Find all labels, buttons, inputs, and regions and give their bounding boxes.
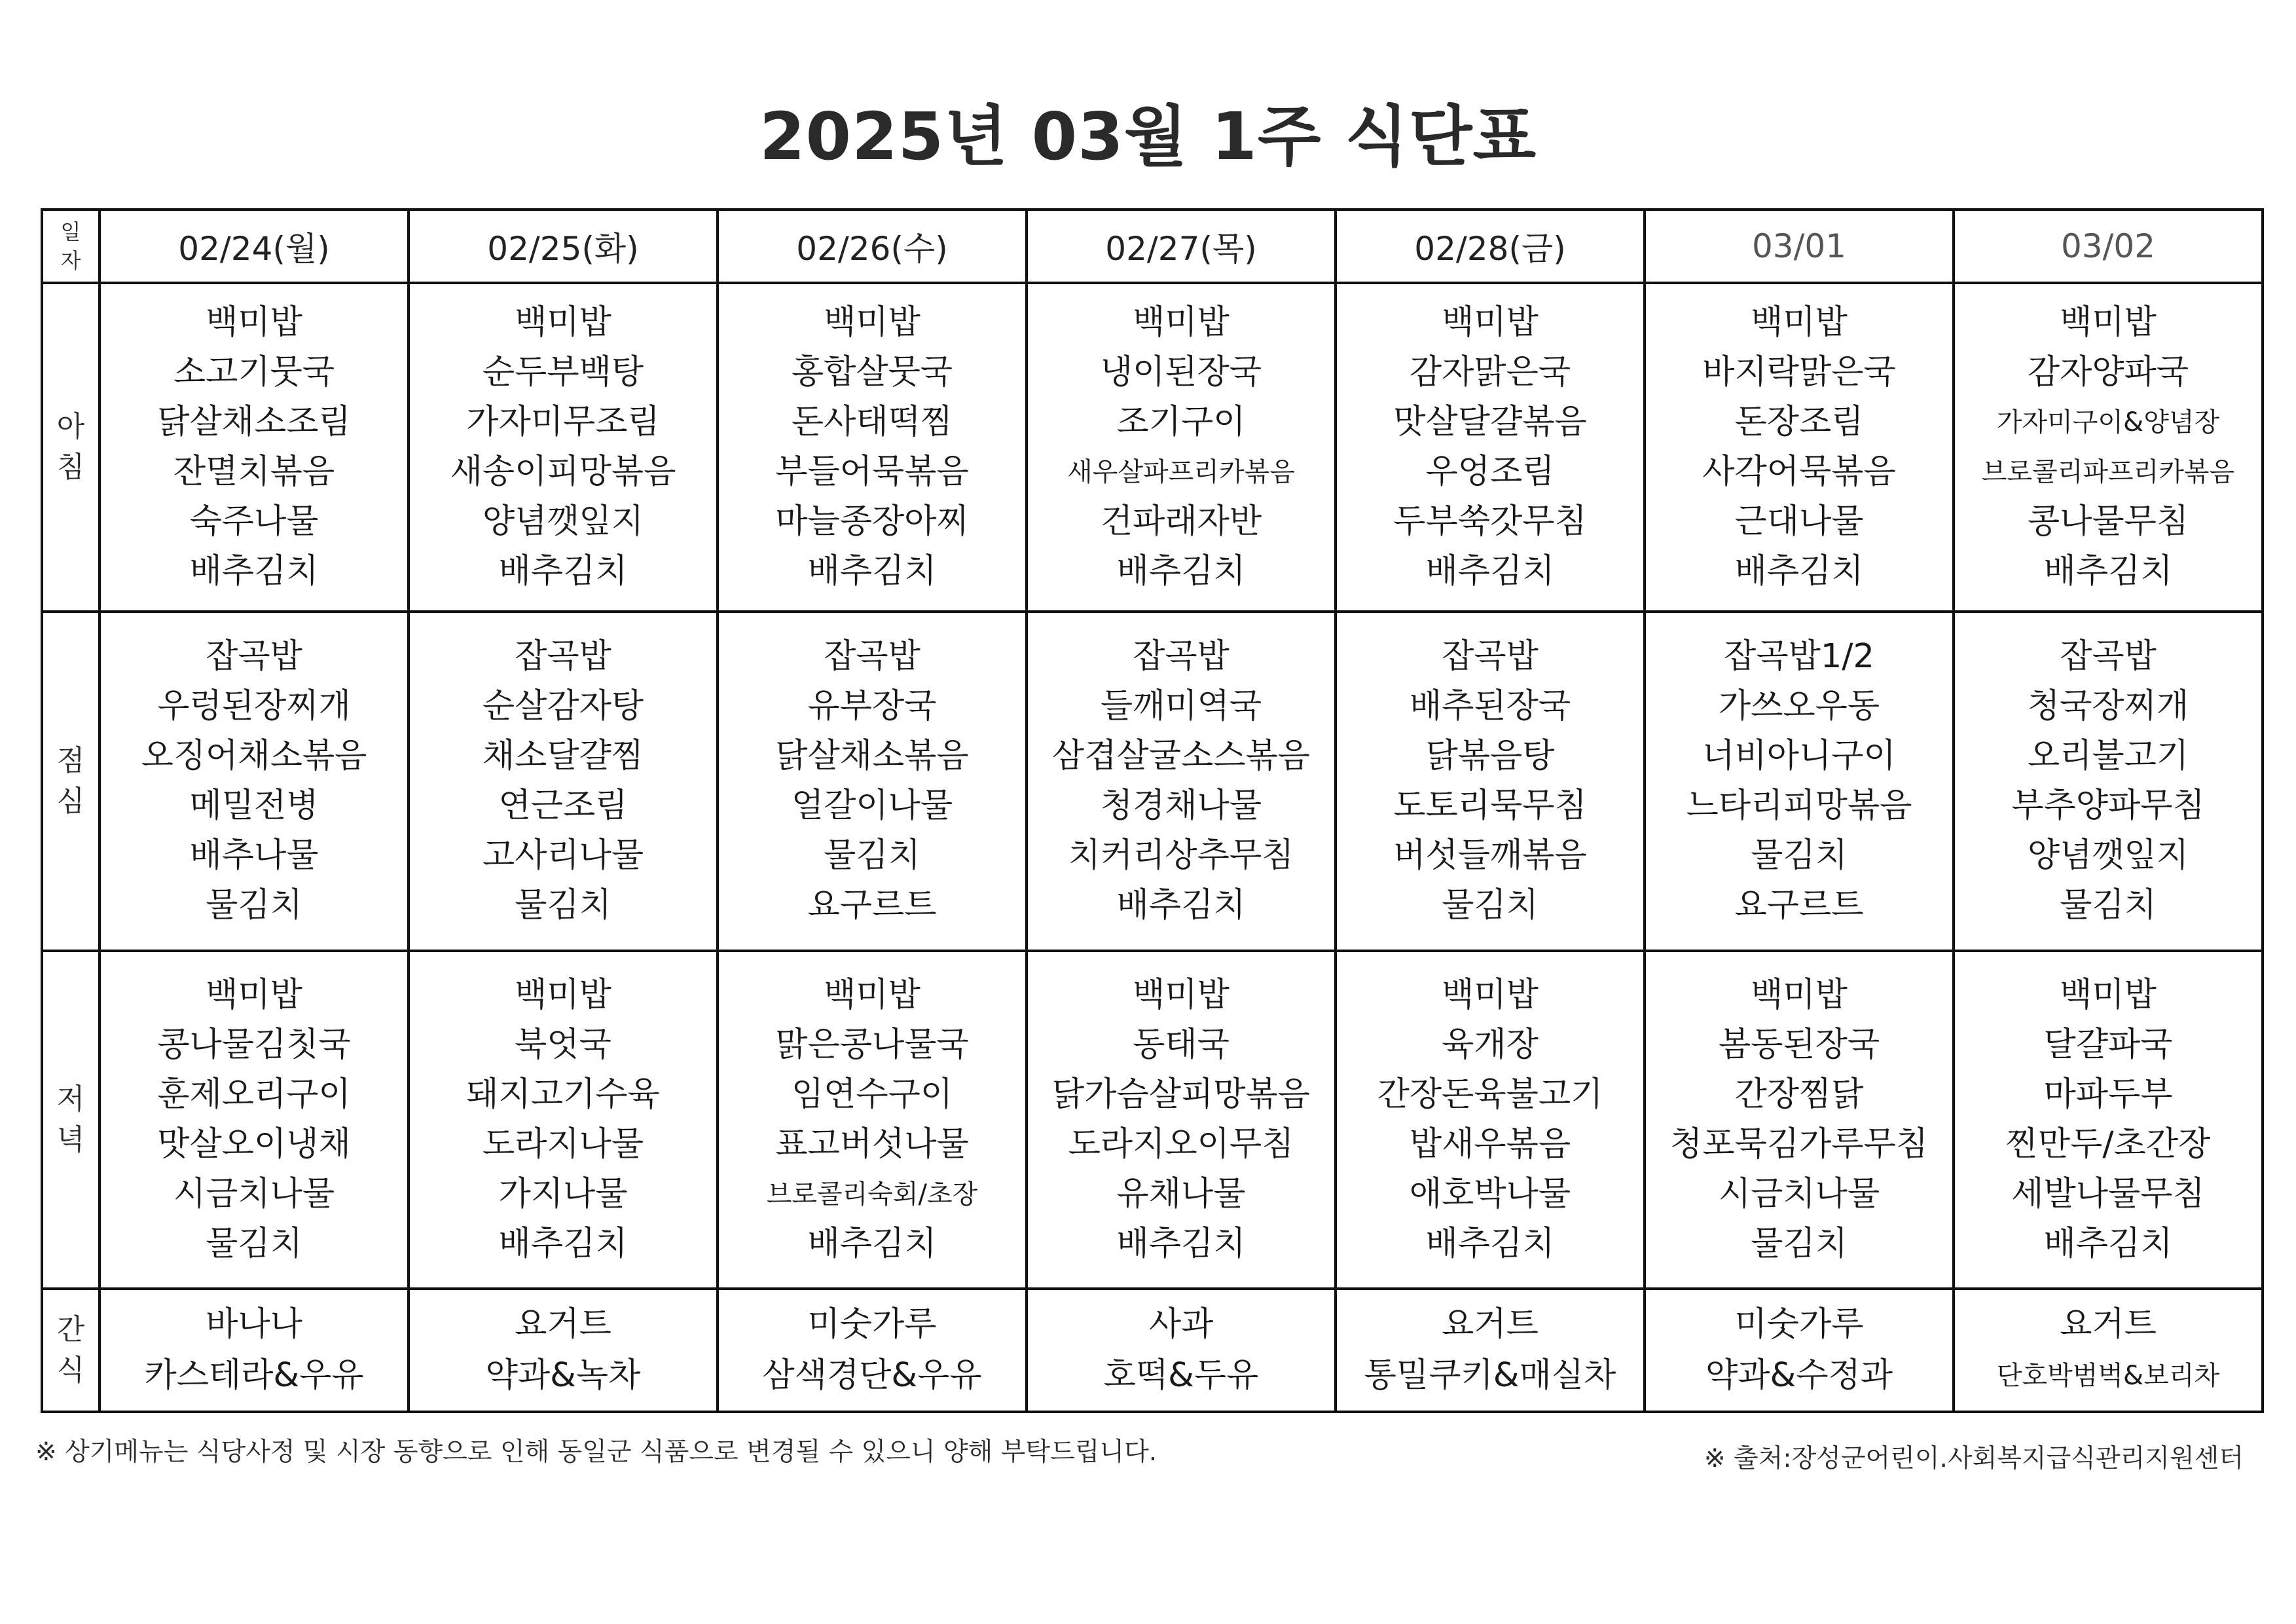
menu-cell (1954, 283, 2263, 612)
menu-cell (1645, 1289, 1954, 1412)
dish-item: 백미밥 (1751, 303, 1848, 342)
dish-item: 마늘종장아찌 (775, 502, 969, 541)
date-header-cell: 02/26(수) (718, 210, 1027, 283)
dish-item: 양념깻잎지 (482, 502, 644, 541)
dish-item: 너비아니구이 (1702, 737, 1896, 775)
dinner-row (42, 951, 2263, 1289)
dish-item: 홍합살뭇국 (791, 353, 953, 392)
dish-item: 임연수구이 (791, 1075, 953, 1114)
dish-item: 가자미무조림 (466, 403, 660, 441)
dish-item: 잔멸치볶음 (173, 452, 335, 491)
dish-item: 청국장찌개 (2027, 687, 2189, 726)
menu-cell (1336, 612, 1645, 951)
dish-item: 백미밥 (824, 976, 920, 1014)
snack-row (42, 1289, 2263, 1412)
dish-item: 약과&녹차 (485, 1356, 641, 1395)
dish-item: 잡곡밥 (824, 637, 920, 676)
dish-item: 배추김치 (807, 1225, 937, 1263)
dish-item: 청포묵김가루무침 (1669, 1125, 1929, 1164)
dish-item: 유채나물 (1116, 1175, 1246, 1213)
dish-item: 요거트 (515, 1305, 611, 1344)
date-row-label: 일 자 (42, 210, 100, 283)
dish-item: 바지락맑은국 (1702, 353, 1896, 392)
dish-item: 물김치 (1751, 1225, 1848, 1263)
dish-item: 배추김치 (2043, 552, 2173, 591)
dish-item: 백미밥 (2060, 303, 2157, 342)
dish-item: 훈제오리구이 (157, 1075, 351, 1114)
dish-item: 물김치 (515, 886, 611, 925)
dish-item: 감자양파국 (2027, 353, 2189, 392)
dish-item: 잡곡밥 (2060, 637, 2157, 676)
footer-note: ※ 상기메뉴는 식당사정 및 시장 동향으로 인해 동일군 식품으로 변경될 수 있으니 양해 부탁드립니다. (35, 1437, 1157, 1467)
dish-item: 물김치 (1751, 836, 1848, 875)
dish-item: 약과&수정과 (1705, 1356, 1893, 1395)
dish-item: 도라지나물 (482, 1125, 644, 1164)
menu-cell (1336, 951, 1645, 1289)
date-header-cell: 03/01 (1645, 210, 1954, 283)
dish-item: 북엇국 (515, 1025, 611, 1064)
menu-cell (1954, 951, 2263, 1289)
dish-item: 배추김치 (1116, 552, 1246, 591)
breakfast-label: 아 침 (42, 283, 100, 612)
menu-cell (1027, 283, 1336, 612)
dish-item: 호떡&두유 (1103, 1356, 1259, 1395)
dish-item: 맑은콩나물국 (775, 1025, 969, 1064)
menu-cell (1027, 612, 1336, 951)
dish-item: 시금치나물 (173, 1175, 335, 1213)
date-header-cell: 02/24(월) (100, 210, 409, 283)
dish-item: 요거트 (1442, 1305, 1539, 1344)
menu-cell (100, 951, 409, 1289)
menu-cell (409, 283, 718, 612)
dish-item: 백미밥 (1442, 976, 1539, 1014)
dish-item: 닭살채소조림 (157, 403, 351, 441)
dish-item: 고사리나물 (482, 836, 644, 875)
dish-item: 버섯들깨볶음 (1393, 836, 1587, 875)
dish-item: 요구르트 (807, 886, 937, 925)
dish-item: 배추김치 (1425, 1225, 1555, 1263)
dish-item: 잡곡밥 (1133, 637, 1230, 676)
dish-item: 새송이피망볶음 (450, 452, 676, 491)
dish-item: 배추김치 (1734, 552, 1864, 591)
dish-item: 요구르트 (1734, 886, 1864, 925)
menu-cell (100, 1289, 409, 1412)
dish-item: 백미밥 (515, 976, 611, 1014)
dish-item: 사과 (1148, 1305, 1214, 1344)
dish-item: 잡곡밥 (1442, 637, 1539, 676)
dish-item: 양념깻잎지 (2027, 836, 2189, 875)
dish-item: 감자맑은국 (1409, 353, 1571, 392)
dish-item: 치커리상추무침 (1068, 836, 1294, 875)
breakfast-row (42, 283, 2263, 612)
lunch-label: 점 심 (42, 612, 100, 951)
date-header-cell: 02/25(화) (409, 210, 718, 283)
dish-item: 돈사태떡찜 (791, 403, 953, 441)
dish-item: 오리불고기 (2027, 737, 2189, 775)
dish-item: 닭가슴살피망볶음 (1051, 1075, 1311, 1114)
dish-item: 돼지고기수육 (466, 1075, 660, 1114)
menu-cell (1954, 612, 2263, 951)
dish-item: 콩나물무침 (2027, 502, 2189, 541)
dish-item: 가쓰오우동 (1718, 687, 1880, 726)
dish-item: 가자미구이&양념장 (1996, 407, 2220, 437)
dish-item: 가지나물 (498, 1175, 628, 1213)
dish-item: 채소달걀찜 (482, 737, 644, 775)
dish-item: 백미밥 (1133, 976, 1230, 1014)
dish-item: 연근조림 (498, 786, 628, 825)
menu-cell (1645, 951, 1954, 1289)
menu-cell (1027, 1289, 1336, 1412)
dish-item: 근대나물 (1734, 502, 1864, 541)
dish-item: 간장찜닭 (1734, 1075, 1864, 1114)
page-title: 2025년 03월 1주 식단표 (759, 98, 1537, 175)
menu-cell (1027, 951, 1336, 1289)
dish-item: 세발나물무침 (2011, 1175, 2205, 1213)
dish-item: 맛살오이냉채 (157, 1125, 351, 1164)
footer-source: ※ 출처:장성군어린이.사회복지급식관리지원센터 (1704, 1444, 2244, 1473)
dish-item: 백미밥 (824, 303, 920, 342)
dish-item: 물김치 (206, 1225, 302, 1263)
dish-item: 새우살파프리카볶음 (1067, 457, 1295, 487)
dish-item: 육개장 (1442, 1025, 1539, 1064)
date-header-row (42, 210, 2263, 283)
dish-item: 배추김치 (498, 552, 628, 591)
dish-item: 표고버섯나물 (775, 1125, 969, 1164)
dish-item: 숙주나물 (189, 502, 319, 541)
menu-cell (409, 1289, 718, 1412)
dish-item: 단호박범벅&보리차 (1996, 1361, 2220, 1391)
dish-item: 들깨미역국 (1100, 687, 1262, 726)
dish-item: 순살감자탕 (482, 687, 644, 726)
dish-item: 바나나 (206, 1305, 302, 1344)
dish-item: 시금치나물 (1718, 1175, 1880, 1213)
menu-cell (718, 1289, 1027, 1412)
dish-item: 부들어묵볶음 (775, 452, 969, 491)
lunch-row (42, 612, 2263, 951)
date-header-cell: 02/28(금) (1336, 210, 1645, 283)
dish-item: 동태국 (1133, 1025, 1230, 1064)
dish-item: 백미밥 (1751, 976, 1848, 1014)
dish-item: 달걀파국 (2043, 1025, 2173, 1064)
dish-item: 브로콜리파프리카볶음 (1981, 457, 2235, 487)
dish-item: 배추김치 (189, 552, 319, 591)
date-header-cell: 03/02 (1954, 210, 2263, 283)
dish-item: 간장돈육불고기 (1377, 1075, 1603, 1114)
dish-item: 잡곡밥 (206, 637, 302, 676)
dish-item: 도라지오이무침 (1068, 1125, 1294, 1164)
dish-item: 유부장국 (807, 687, 937, 726)
dish-item: 삼색경단&우유 (762, 1356, 982, 1395)
dish-item: 배추김치 (2043, 1225, 2173, 1263)
dish-item: 찐만두/초간장 (2005, 1125, 2211, 1164)
menu-cell (1336, 283, 1645, 612)
dish-item: 얼갈이나물 (791, 786, 953, 825)
dish-item: 순두부백탕 (482, 353, 644, 392)
dish-item: 우엉조림 (1425, 452, 1555, 491)
menu-cell (718, 283, 1027, 612)
date-header-cell: 02/27(목) (1027, 210, 1336, 283)
dish-item: 삼겹살굴소스볶음 (1051, 737, 1311, 775)
dish-item: 메밀전병 (189, 786, 319, 825)
menu-cell (100, 283, 409, 612)
menu-cell (718, 612, 1027, 951)
dish-item: 부추양파무침 (2011, 786, 2205, 825)
dish-item: 미숫가루 (1734, 1305, 1864, 1344)
dish-item: 밥새우볶음 (1409, 1125, 1571, 1164)
dish-item: 닭볶음탕 (1425, 737, 1555, 775)
dinner-label: 저 녁 (42, 951, 100, 1289)
dish-item: 잡곡밥 (515, 637, 611, 676)
snack-label: 간 식 (42, 1289, 100, 1412)
dish-item: 물김치 (206, 886, 302, 925)
dish-item: 백미밥 (1133, 303, 1230, 342)
dish-item: 통밀쿠키&매실차 (1364, 1356, 1616, 1395)
dish-item: 우렁된장찌개 (157, 687, 351, 726)
menu-cell (1645, 283, 1954, 612)
dish-item: 백미밥 (206, 976, 302, 1014)
dish-item: 조기구이 (1116, 403, 1246, 441)
dish-item: 카스테라&우유 (144, 1356, 364, 1395)
dish-item: 백미밥 (2060, 976, 2157, 1014)
dish-item: 냉이된장국 (1100, 353, 1262, 392)
menu-cell (409, 951, 718, 1289)
dish-item: 오징어채소볶음 (141, 737, 367, 775)
dish-item: 사각어묵볶음 (1702, 452, 1896, 491)
dish-item: 백미밥 (206, 303, 302, 342)
dish-item: 배추나물 (189, 836, 319, 875)
menu-cell (1954, 1289, 2263, 1412)
dish-item: 도토리묵무침 (1393, 786, 1587, 825)
dish-item: 마파두부 (2043, 1075, 2173, 1114)
dish-item: 배추김치 (1116, 886, 1246, 925)
dish-item: 청경채나물 (1100, 786, 1262, 825)
dish-item: 물김치 (1442, 886, 1539, 925)
dish-item: 잡곡밥1/2 (1724, 637, 1874, 676)
dish-item: 느타리피망볶음 (1686, 786, 1912, 825)
dish-item: 봄동된장국 (1718, 1025, 1880, 1064)
dish-item: 배추김치 (807, 552, 937, 591)
dish-item: 배추된장국 (1409, 687, 1571, 726)
menu-cell (409, 612, 718, 951)
dish-item: 물김치 (2060, 886, 2157, 925)
dish-item: 돈장조림 (1734, 403, 1864, 441)
dish-item: 요거트 (2060, 1305, 2157, 1344)
meal-plan-table (41, 208, 2264, 1413)
dish-item: 건파래자반 (1100, 502, 1262, 541)
dish-item: 배추김치 (1116, 1225, 1246, 1263)
dish-item: 두부쑥갓무침 (1393, 502, 1587, 541)
menu-cell (1336, 1289, 1645, 1412)
dish-item: 배추김치 (498, 1225, 628, 1263)
dish-item: 소고기뭇국 (173, 353, 335, 392)
dish-item: 맛살달걀볶음 (1393, 403, 1587, 441)
dish-item: 브로콜리숙회/초장 (766, 1179, 978, 1209)
dish-item: 백미밥 (515, 303, 611, 342)
dish-item: 미숫가루 (807, 1305, 937, 1344)
dish-item: 배추김치 (1425, 552, 1555, 591)
menu-cell (718, 951, 1027, 1289)
dish-item: 물김치 (824, 836, 920, 875)
menu-cell (1645, 612, 1954, 951)
dish-item: 백미밥 (1442, 303, 1539, 342)
dish-item: 애호박나물 (1409, 1175, 1571, 1213)
menu-cell (100, 612, 409, 951)
dish-item: 콩나물김칫국 (157, 1025, 351, 1064)
dish-item: 닭살채소볶음 (775, 737, 969, 775)
